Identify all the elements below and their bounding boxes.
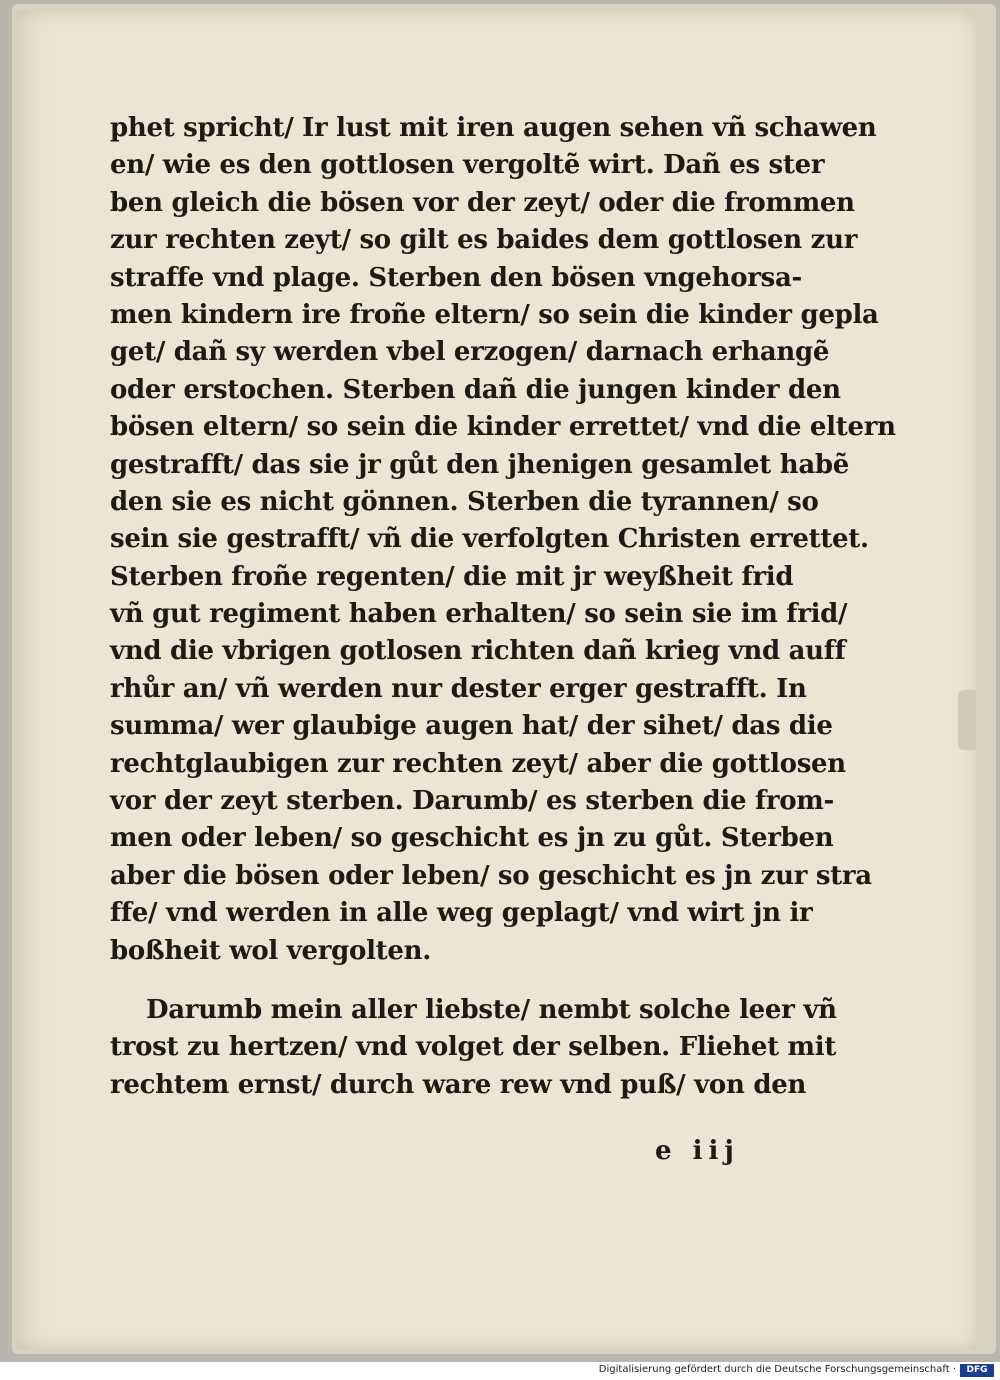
text-line: ben gleich die bösen vor der zeyt/ oder die frommen xyxy=(110,187,855,218)
text-line: rechtem ernst/ durch ware rew vnd puß/ von den xyxy=(110,1069,807,1100)
body-text xyxy=(110,110,896,1104)
text-line: summa/ wer glaubige augen hat/ der sihet/ das die xyxy=(110,711,833,742)
text-line: trost zu hertzen/ vnd volget der selben. Fliehet mit xyxy=(110,1032,837,1063)
signature-mark: e iij xyxy=(655,1136,740,1166)
text-line: get/ dañ sy werden vbel erzogen/ darnach erhangẽ xyxy=(110,337,830,368)
text-line: phet spricht/ Ir lust mit iren augen sehen vñ schawen xyxy=(110,113,877,143)
text-line: men oder leben/ so geschicht es jn zu gůt. Sterben xyxy=(110,823,834,854)
text-line: rechtglaubigen zur rechten zeyt/ aber die gottlosen xyxy=(110,748,846,779)
funding-credit: Digitalisierung gefördert durch die Deutsche Forschungsgemeinschaft · xyxy=(598,1364,956,1375)
text-line: vor der zeyt sterben. Darumb/ es sterben die from- xyxy=(110,786,834,817)
dfg-logo: DFG xyxy=(960,1364,994,1377)
text-line: den sie es nicht gönnen. Sterben die tyrannen/ so xyxy=(110,486,819,517)
text-line: en/ wie es den gottlosen vergoltẽ wirt. Dañ es ster xyxy=(110,150,825,181)
paragraph-gap xyxy=(110,970,790,992)
text-line: aber die bösen oder leben/ so geschicht es jn zur stra xyxy=(110,860,872,891)
page-edge-tab xyxy=(958,690,976,750)
text-line: zur rechten zeyt/ so gilt es baides dem gottlosen zur xyxy=(110,225,858,256)
text-line: rhůr an/ vñ werden nur dester erger gestrafft. In xyxy=(110,673,807,704)
text-line: ffe/ vnd werden in alle weg geplagt/ vnd wirt jn ir xyxy=(110,898,813,929)
text-line: straffe vnd plage. Sterben den bösen vngehorsa- xyxy=(110,262,803,293)
text-line: men kindern ire froñe eltern/ so sein die kinder gepla xyxy=(110,299,879,330)
text-line: vnd die vbrigen gotlosen richten dañ krieg vnd auff xyxy=(110,636,846,667)
text-line: Darumb mein aller liebste/ nembt solche leer vñ xyxy=(146,994,837,1025)
text-line: sein sie gestrafft/ vñ die verfolgten Christen errettet. xyxy=(110,524,869,555)
text-line: oder erstochen. Sterben dañ die jungen kinder den xyxy=(110,374,841,405)
text-line: boßheit wol vergolten. xyxy=(110,935,431,966)
text-line: gestrafft/ das sie jr gůt den jhenigen gesamlet habẽ xyxy=(110,449,850,480)
text-line: bösen eltern/ so sein die kinder errettet/ vnd die eltern xyxy=(110,412,896,443)
text-line: vñ gut regiment haben erhalten/ so sein sie im frid/ xyxy=(110,599,848,630)
text-line: Sterben froñe regenten/ die mit jr weyßheit frid xyxy=(110,561,794,592)
